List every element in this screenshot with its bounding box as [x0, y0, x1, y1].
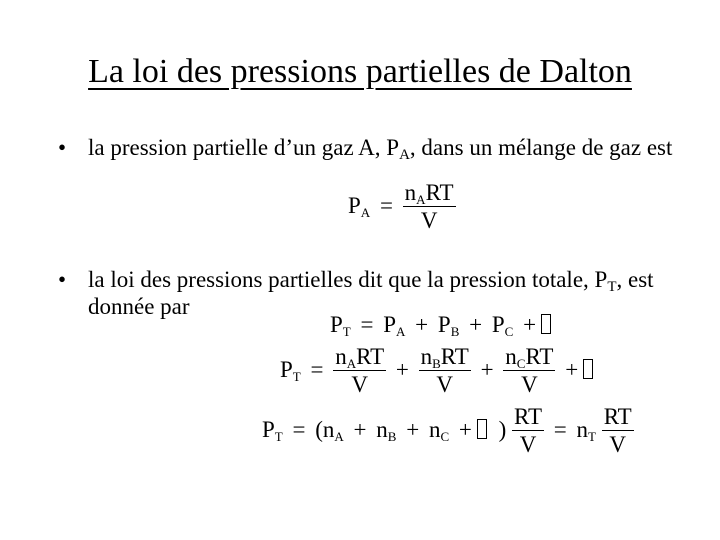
placeholder-box	[583, 359, 593, 379]
placeholder-box	[541, 314, 551, 334]
formula-partial-pressure: $P_A$ = $\frac{n_ART}{V}$	[348, 180, 454, 233]
placeholder-box	[477, 419, 487, 439]
formula-total-pressure-fractions: $P_T$ = $\frac{n_ART}{V}$ + $\frac{n_BRT}{V}$ + $\frac{n_CRT}{V}$ +	[280, 344, 593, 399]
bullet-text: la loi des pressions partielles dit que la pression totale, $P_T$, est donnée par	[88, 267, 654, 319]
slide-title: La loi des pressions partielles de Dalton	[88, 53, 632, 90]
bullet-partial-pressure	[58, 134, 678, 161]
bullet-marker: •	[58, 267, 67, 292]
formula-total-pressure-sum: $P_T = P_A + P_B + P_C$ +	[330, 312, 551, 338]
bullet-marker: •	[58, 135, 67, 160]
formula-total-pressure-factored: $P_T = (n_A + n_B + n_C$ + ) $\frac{RT}{V}$ = $n_T$ $\frac{RT}{V}$	[262, 404, 632, 457]
bullet-text: la pression partielle d’un gaz A, $P_A$, dans un mélange de gaz est	[88, 135, 673, 163]
